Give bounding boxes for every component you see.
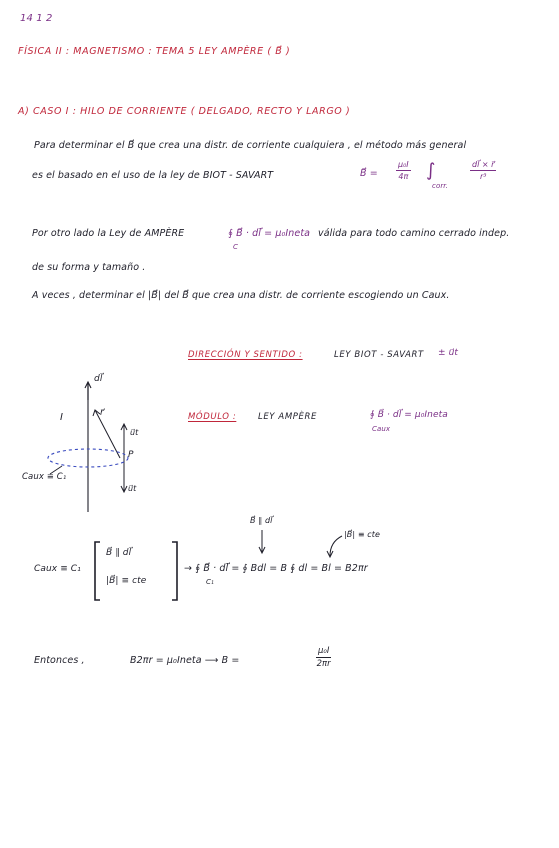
ampere-equation: ∮ B⃗ · dl⃗ = μ₀Ineta: [228, 228, 311, 239]
module-equation: ∮ B⃗ · dl⃗ = μ₀Ineta: [370, 410, 448, 420]
ampere-contour-label: C: [233, 243, 238, 251]
biot-int-label: corr.: [432, 182, 448, 190]
text-line-5: A veces , determinar el |B⃗| del B⃗ que crea una distr. de corriente escogiendo un Caux.: [32, 290, 450, 301]
direction-value: LEY BIOT - SAVART: [334, 350, 424, 360]
r-label: r⃗: [100, 408, 104, 418]
condition-constant: |B⃗| ≡ cte: [106, 576, 147, 586]
annotation-b-parallel: B⃗ ∥ dl⃗: [250, 516, 273, 525]
conclusion-lead: Entonces ,: [34, 655, 85, 666]
caux-label: Caux ≡ C₁: [22, 472, 67, 482]
ut-bottom-label: u⃗t: [128, 484, 137, 493]
module-label: MÓDULO :: [188, 412, 237, 422]
text-line-4: de su forma y tamaño .: [32, 262, 146, 273]
biot-den: 4π: [398, 172, 409, 181]
page-title: FÍSICA II : MAGNETISMO : TEMA 5 LEY AMPÈRE ( B⃗ ): [18, 46, 291, 57]
text-line-2: es el basado en el uso de la ley de BIOT - SAVART: [32, 170, 274, 181]
dl-label: dl⃗: [94, 374, 103, 384]
text-line-3a: Por otro lado la Ley de AMPÈRE: [32, 228, 185, 239]
conclusion-num: μ₀I: [318, 646, 330, 656]
biot-savart-lhs: B⃗ =: [360, 168, 378, 179]
current-label: I: [60, 412, 64, 423]
text-line-3b: válida para todo camino cerrado indep.: [318, 228, 510, 239]
direction-extra: ± u⃗t: [438, 348, 459, 358]
text-line-1: Para determinar el B⃗ que crea una distr. de corriente cualquiera , el método más general: [34, 140, 467, 151]
equation-sub-c1: C₁: [206, 578, 214, 586]
condition-parallel: B⃗ ∥ dl⃗: [106, 548, 132, 558]
conclusion-equation: B2πr = μ₀Ineta ⟶ B =: [130, 655, 240, 666]
r-vector: [95, 410, 120, 458]
module-value: LEY AMPÈRE: [258, 412, 317, 422]
section-heading: A) CASO I : HILO DE CORRIENTE ( DELGADO, RECTO Y LARGO ): [18, 106, 351, 117]
point-p-label: P: [128, 450, 134, 460]
annotation-b-constant: |B⃗| ≡ cte: [344, 530, 381, 539]
page-date: 14 1 2: [20, 13, 53, 24]
right-bracket: [172, 542, 177, 600]
equation-caux: Caux ≡ C₁: [34, 564, 81, 574]
integral-sign: ∫: [426, 160, 436, 181]
biot-num: μ₀I: [398, 160, 409, 169]
biot-rhs-den: r³: [479, 172, 487, 181]
left-bracket: [95, 542, 100, 600]
conclusion-fraction: [316, 646, 331, 669]
ut-top-label: u⃗t: [130, 428, 139, 437]
conclusion-den: 2πr: [316, 659, 331, 669]
biot-rhs-num: dl⃗ × r⃗: [472, 160, 495, 169]
direction-label: DIRECCIÓN Y SENTIDO :: [188, 350, 303, 360]
module-equation-sub: Caux: [372, 425, 391, 433]
equation-chain: → ∮ B⃗ · dl⃗ = ∮ Bdl = B ∮ dl = Bl = B2πr: [184, 563, 368, 574]
